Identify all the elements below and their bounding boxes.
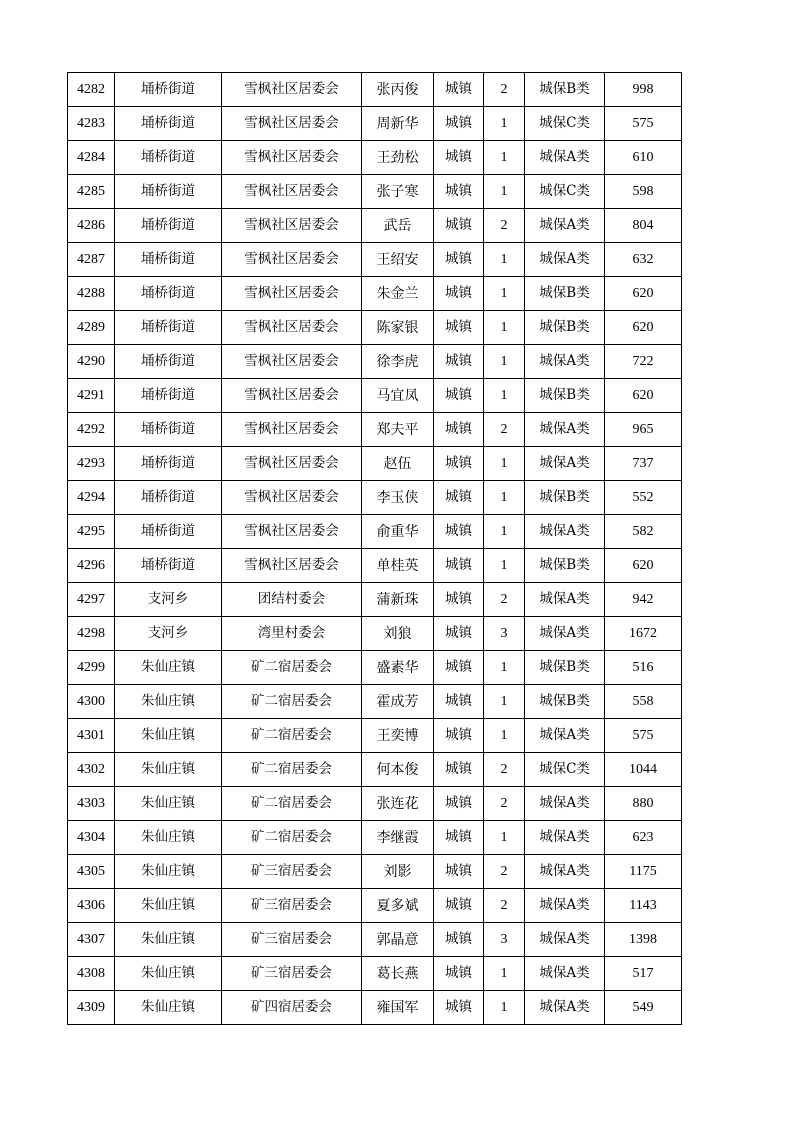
cell-township: 埇桥街道 — [115, 447, 222, 481]
cell-community: 雪枫社区居委会 — [222, 73, 362, 107]
cell-name: 刘影 — [362, 855, 434, 889]
cell-township: 埇桥街道 — [115, 311, 222, 345]
cell-name: 武岳 — [362, 209, 434, 243]
cell-amount: 737 — [605, 447, 682, 481]
cell-amount: 552 — [605, 481, 682, 515]
cell-household-type: 城镇 — [434, 787, 484, 821]
cell-township: 埇桥街道 — [115, 209, 222, 243]
cell-community: 雪枫社区居委会 — [222, 141, 362, 175]
cell-community: 雪枫社区居委会 — [222, 447, 362, 481]
cell-household-size: 2 — [484, 73, 525, 107]
cell-household-size: 3 — [484, 923, 525, 957]
cell-household-size: 1 — [484, 481, 525, 515]
cell-amount: 965 — [605, 413, 682, 447]
cell-serial-number: 4300 — [68, 685, 115, 719]
cell-name: 张子寒 — [362, 175, 434, 209]
table-row — [68, 923, 682, 957]
cell-name: 张丙俊 — [362, 73, 434, 107]
cell-insurance-category: 城保A类 — [525, 413, 605, 447]
cell-amount: 620 — [605, 549, 682, 583]
cell-household-type: 城镇 — [434, 175, 484, 209]
cell-name: 周新华 — [362, 107, 434, 141]
cell-insurance-category: 城保B类 — [525, 549, 605, 583]
cell-serial-number: 4290 — [68, 345, 115, 379]
cell-township: 埇桥街道 — [115, 549, 222, 583]
cell-household-size: 1 — [484, 107, 525, 141]
table-row — [68, 617, 682, 651]
cell-serial-number: 4284 — [68, 141, 115, 175]
cell-household-size: 2 — [484, 209, 525, 243]
cell-township: 朱仙庄镇 — [115, 855, 222, 889]
cell-serial-number: 4282 — [68, 73, 115, 107]
cell-insurance-category: 城保A类 — [525, 617, 605, 651]
cell-community: 雪枫社区居委会 — [222, 413, 362, 447]
table-row — [68, 345, 682, 379]
table-row — [68, 481, 682, 515]
cell-serial-number: 4297 — [68, 583, 115, 617]
cell-amount: 804 — [605, 209, 682, 243]
cell-township: 埇桥街道 — [115, 73, 222, 107]
cell-name: 葛长燕 — [362, 957, 434, 991]
cell-insurance-category: 城保A类 — [525, 243, 605, 277]
table-row — [68, 583, 682, 617]
cell-insurance-category: 城保A类 — [525, 141, 605, 175]
cell-household-size: 3 — [484, 617, 525, 651]
cell-household-size: 1 — [484, 243, 525, 277]
cell-household-size: 1 — [484, 277, 525, 311]
cell-serial-number: 4292 — [68, 413, 115, 447]
cell-township: 朱仙庄镇 — [115, 719, 222, 753]
cell-community: 矿三宿居委会 — [222, 957, 362, 991]
cell-community: 矿二宿居委会 — [222, 787, 362, 821]
cell-name: 王奕博 — [362, 719, 434, 753]
table-row — [68, 549, 682, 583]
cell-name: 夏多斌 — [362, 889, 434, 923]
cell-serial-number: 4296 — [68, 549, 115, 583]
cell-amount: 575 — [605, 719, 682, 753]
cell-name: 何本俊 — [362, 753, 434, 787]
cell-township: 埇桥街道 — [115, 243, 222, 277]
cell-serial-number: 4289 — [68, 311, 115, 345]
cell-township: 埇桥街道 — [115, 379, 222, 413]
cell-amount: 620 — [605, 277, 682, 311]
cell-serial-number: 4287 — [68, 243, 115, 277]
cell-household-type: 城镇 — [434, 753, 484, 787]
cell-serial-number: 4291 — [68, 379, 115, 413]
cell-household-size: 1 — [484, 345, 525, 379]
cell-household-type: 城镇 — [434, 855, 484, 889]
cell-township: 埇桥街道 — [115, 175, 222, 209]
cell-amount: 582 — [605, 515, 682, 549]
cell-amount: 598 — [605, 175, 682, 209]
cell-name: 徐李虎 — [362, 345, 434, 379]
cell-name: 朱金兰 — [362, 277, 434, 311]
cell-insurance-category: 城保A类 — [525, 957, 605, 991]
cell-name: 郑夫平 — [362, 413, 434, 447]
records-table-body — [68, 73, 682, 1025]
cell-community: 矿三宿居委会 — [222, 889, 362, 923]
cell-name: 陈家银 — [362, 311, 434, 345]
cell-household-type: 城镇 — [434, 311, 484, 345]
cell-insurance-category: 城保A类 — [525, 991, 605, 1025]
cell-serial-number: 4294 — [68, 481, 115, 515]
cell-amount: 722 — [605, 345, 682, 379]
cell-township: 埇桥街道 — [115, 481, 222, 515]
cell-community: 雪枫社区居委会 — [222, 209, 362, 243]
cell-name: 霍成芳 — [362, 685, 434, 719]
cell-community: 矿四宿居委会 — [222, 991, 362, 1025]
cell-household-size: 1 — [484, 719, 525, 753]
cell-serial-number: 4298 — [68, 617, 115, 651]
cell-township: 朱仙庄镇 — [115, 821, 222, 855]
cell-insurance-category: 城保A类 — [525, 719, 605, 753]
cell-household-type: 城镇 — [434, 73, 484, 107]
cell-insurance-category: 城保C类 — [525, 107, 605, 141]
cell-community: 雪枫社区居委会 — [222, 515, 362, 549]
table-row — [68, 311, 682, 345]
cell-household-size: 1 — [484, 141, 525, 175]
cell-insurance-category: 城保A类 — [525, 923, 605, 957]
cell-household-size: 2 — [484, 889, 525, 923]
cell-serial-number: 4306 — [68, 889, 115, 923]
cell-name: 蒲新珠 — [362, 583, 434, 617]
cell-household-type: 城镇 — [434, 345, 484, 379]
cell-name: 马宜凤 — [362, 379, 434, 413]
table-row — [68, 855, 682, 889]
cell-household-type: 城镇 — [434, 277, 484, 311]
cell-township: 朱仙庄镇 — [115, 889, 222, 923]
cell-township: 埇桥街道 — [115, 413, 222, 447]
table-row — [68, 753, 682, 787]
cell-serial-number: 4307 — [68, 923, 115, 957]
cell-township: 朱仙庄镇 — [115, 685, 222, 719]
cell-insurance-category: 城保B类 — [525, 311, 605, 345]
cell-household-size: 1 — [484, 447, 525, 481]
cell-household-size: 1 — [484, 311, 525, 345]
cell-name: 雍国军 — [362, 991, 434, 1025]
cell-household-type: 城镇 — [434, 685, 484, 719]
table-row — [68, 379, 682, 413]
cell-amount: 549 — [605, 991, 682, 1025]
cell-serial-number: 4308 — [68, 957, 115, 991]
cell-community: 雪枫社区居委会 — [222, 345, 362, 379]
table-row — [68, 141, 682, 175]
cell-household-size: 1 — [484, 651, 525, 685]
cell-household-size: 1 — [484, 379, 525, 413]
cell-household-type: 城镇 — [434, 379, 484, 413]
cell-insurance-category: 城保A类 — [525, 209, 605, 243]
cell-community: 雪枫社区居委会 — [222, 311, 362, 345]
cell-insurance-category: 城保B类 — [525, 379, 605, 413]
cell-serial-number: 4303 — [68, 787, 115, 821]
cell-community: 雪枫社区居委会 — [222, 243, 362, 277]
cell-name: 俞重华 — [362, 515, 434, 549]
cell-household-size: 1 — [484, 991, 525, 1025]
cell-township: 朱仙庄镇 — [115, 787, 222, 821]
cell-amount: 610 — [605, 141, 682, 175]
cell-serial-number: 4304 — [68, 821, 115, 855]
cell-community: 雪枫社区居委会 — [222, 277, 362, 311]
cell-name: 王绍安 — [362, 243, 434, 277]
table-row — [68, 685, 682, 719]
cell-name: 刘狼 — [362, 617, 434, 651]
cell-household-type: 城镇 — [434, 243, 484, 277]
cell-community: 矿二宿居委会 — [222, 753, 362, 787]
cell-community: 矿三宿居委会 — [222, 923, 362, 957]
cell-insurance-category: 城保A类 — [525, 889, 605, 923]
table-row — [68, 277, 682, 311]
cell-household-size: 1 — [484, 957, 525, 991]
cell-serial-number: 4299 — [68, 651, 115, 685]
cell-household-type: 城镇 — [434, 141, 484, 175]
table-row — [68, 107, 682, 141]
cell-township: 朱仙庄镇 — [115, 991, 222, 1025]
cell-amount: 620 — [605, 379, 682, 413]
cell-household-size: 1 — [484, 549, 525, 583]
cell-insurance-category: 城保C类 — [525, 753, 605, 787]
cell-amount: 998 — [605, 73, 682, 107]
cell-household-type: 城镇 — [434, 957, 484, 991]
table-row — [68, 515, 682, 549]
cell-amount: 1143 — [605, 889, 682, 923]
cell-township: 埇桥街道 — [115, 515, 222, 549]
table-row — [68, 73, 682, 107]
table-row — [68, 413, 682, 447]
table-row — [68, 651, 682, 685]
cell-amount: 575 — [605, 107, 682, 141]
cell-serial-number: 4288 — [68, 277, 115, 311]
cell-household-size: 2 — [484, 583, 525, 617]
cell-community: 矿三宿居委会 — [222, 855, 362, 889]
table-row — [68, 447, 682, 481]
cell-serial-number: 4286 — [68, 209, 115, 243]
cell-household-type: 城镇 — [434, 481, 484, 515]
cell-serial-number: 4295 — [68, 515, 115, 549]
cell-amount: 1175 — [605, 855, 682, 889]
cell-name: 单桂英 — [362, 549, 434, 583]
cell-insurance-category: 城保A类 — [525, 447, 605, 481]
cell-amount: 880 — [605, 787, 682, 821]
table-row — [68, 175, 682, 209]
cell-township: 支河乡 — [115, 617, 222, 651]
table-row — [68, 209, 682, 243]
cell-name: 郭晶意 — [362, 923, 434, 957]
cell-household-type: 城镇 — [434, 209, 484, 243]
cell-name: 盛素华 — [362, 651, 434, 685]
cell-household-type: 城镇 — [434, 107, 484, 141]
cell-amount: 1672 — [605, 617, 682, 651]
cell-community: 矿二宿居委会 — [222, 821, 362, 855]
table-row — [68, 991, 682, 1025]
cell-amount: 620 — [605, 311, 682, 345]
cell-township: 朱仙庄镇 — [115, 923, 222, 957]
cell-township: 埇桥街道 — [115, 345, 222, 379]
cell-township: 埇桥街道 — [115, 141, 222, 175]
cell-household-type: 城镇 — [434, 447, 484, 481]
cell-insurance-category: 城保B类 — [525, 685, 605, 719]
cell-household-type: 城镇 — [434, 651, 484, 685]
cell-name: 张连花 — [362, 787, 434, 821]
table-row — [68, 243, 682, 277]
cell-insurance-category: 城保A类 — [525, 583, 605, 617]
cell-insurance-category: 城保A类 — [525, 855, 605, 889]
cell-township: 埇桥街道 — [115, 107, 222, 141]
cell-serial-number: 4285 — [68, 175, 115, 209]
table-row — [68, 889, 682, 923]
cell-name: 李继霞 — [362, 821, 434, 855]
cell-amount: 942 — [605, 583, 682, 617]
cell-community: 雪枫社区居委会 — [222, 549, 362, 583]
cell-household-type: 城镇 — [434, 515, 484, 549]
cell-community: 矿二宿居委会 — [222, 685, 362, 719]
cell-insurance-category: 城保B类 — [525, 651, 605, 685]
cell-serial-number: 4302 — [68, 753, 115, 787]
cell-amount: 558 — [605, 685, 682, 719]
table-row — [68, 787, 682, 821]
cell-serial-number: 4283 — [68, 107, 115, 141]
cell-insurance-category: 城保C类 — [525, 175, 605, 209]
cell-insurance-category: 城保B类 — [525, 277, 605, 311]
cell-serial-number: 4309 — [68, 991, 115, 1025]
table-row — [68, 957, 682, 991]
records-table — [67, 72, 682, 1025]
cell-community: 雪枫社区居委会 — [222, 107, 362, 141]
cell-household-size: 1 — [484, 821, 525, 855]
cell-household-size: 2 — [484, 413, 525, 447]
cell-insurance-category: 城保A类 — [525, 345, 605, 379]
cell-household-size: 2 — [484, 753, 525, 787]
cell-household-type: 城镇 — [434, 923, 484, 957]
cell-insurance-category: 城保A类 — [525, 787, 605, 821]
cell-household-type: 城镇 — [434, 719, 484, 753]
cell-community: 矿二宿居委会 — [222, 651, 362, 685]
cell-household-size: 2 — [484, 787, 525, 821]
cell-community: 湾里村委会 — [222, 617, 362, 651]
cell-township: 埇桥街道 — [115, 277, 222, 311]
cell-amount: 1044 — [605, 753, 682, 787]
cell-community: 团结村委会 — [222, 583, 362, 617]
cell-township: 支河乡 — [115, 583, 222, 617]
cell-household-type: 城镇 — [434, 413, 484, 447]
cell-household-type: 城镇 — [434, 991, 484, 1025]
cell-insurance-category: 城保B类 — [525, 481, 605, 515]
cell-township: 朱仙庄镇 — [115, 651, 222, 685]
cell-insurance-category: 城保A类 — [525, 821, 605, 855]
cell-amount: 1398 — [605, 923, 682, 957]
cell-amount: 632 — [605, 243, 682, 277]
cell-name: 李玉侠 — [362, 481, 434, 515]
cell-household-type: 城镇 — [434, 617, 484, 651]
cell-household-size: 2 — [484, 855, 525, 889]
table-row — [68, 821, 682, 855]
cell-serial-number: 4293 — [68, 447, 115, 481]
cell-township: 朱仙庄镇 — [115, 753, 222, 787]
cell-household-size: 1 — [484, 685, 525, 719]
cell-household-size: 1 — [484, 515, 525, 549]
cell-household-type: 城镇 — [434, 889, 484, 923]
cell-serial-number: 4305 — [68, 855, 115, 889]
cell-amount: 517 — [605, 957, 682, 991]
cell-township: 朱仙庄镇 — [115, 957, 222, 991]
cell-community: 矿二宿居委会 — [222, 719, 362, 753]
cell-community: 雪枫社区居委会 — [222, 175, 362, 209]
cell-community: 雪枫社区居委会 — [222, 481, 362, 515]
cell-serial-number: 4301 — [68, 719, 115, 753]
cell-community: 雪枫社区居委会 — [222, 379, 362, 413]
cell-name: 王劲松 — [362, 141, 434, 175]
cell-name: 赵伍 — [362, 447, 434, 481]
cell-insurance-category: 城保A类 — [525, 515, 605, 549]
cell-amount: 516 — [605, 651, 682, 685]
cell-household-type: 城镇 — [434, 821, 484, 855]
table-row — [68, 719, 682, 753]
cell-household-size: 1 — [484, 175, 525, 209]
cell-insurance-category: 城保B类 — [525, 73, 605, 107]
cell-household-type: 城镇 — [434, 549, 484, 583]
cell-household-type: 城镇 — [434, 583, 484, 617]
cell-amount: 623 — [605, 821, 682, 855]
